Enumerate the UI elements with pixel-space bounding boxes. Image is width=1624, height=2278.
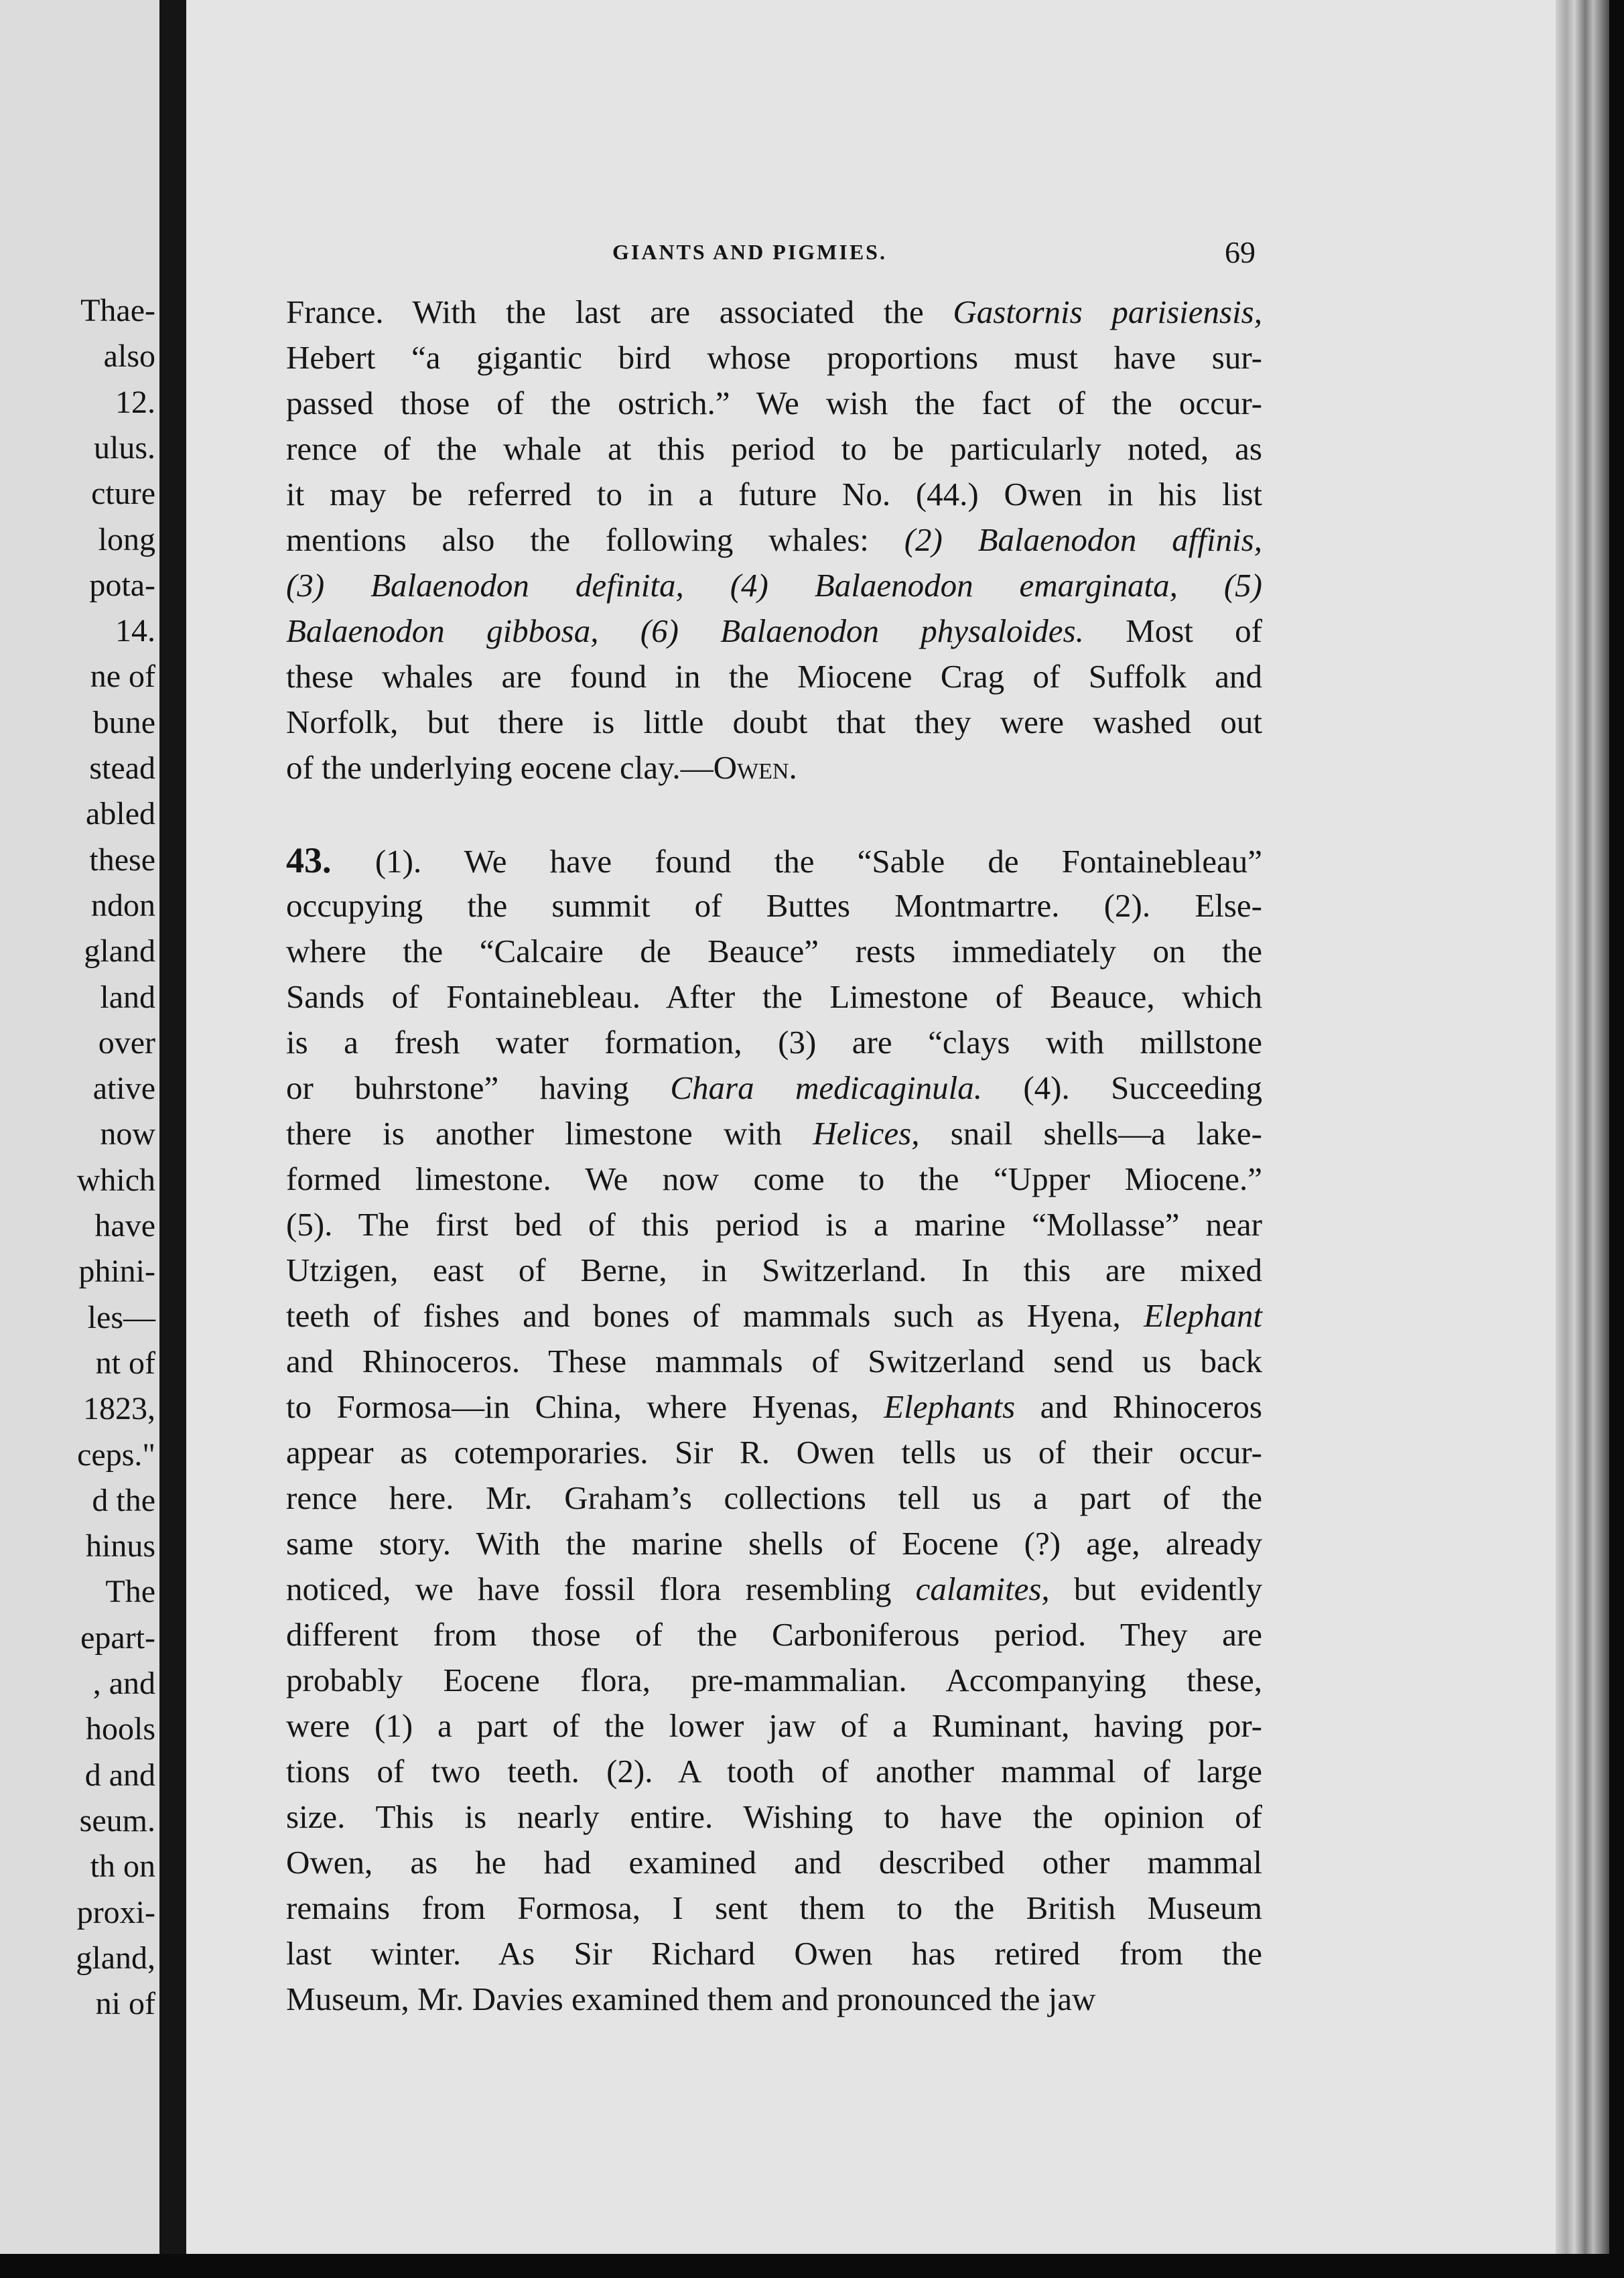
text-line: probably Eocene flora, pre-mammalian. Accompanying these, <box>286 1662 1262 1698</box>
paragraph-section-43 <box>286 838 1262 2022</box>
left-page-line: 1823, <box>83 1391 155 1427</box>
scan-border <box>0 2254 1624 2278</box>
left-page-line: gland <box>84 933 155 969</box>
left-page-line: phini- <box>78 1254 155 1290</box>
text-line: remains from Formosa, I sent them to the British Museum <box>286 1889 1262 1926</box>
left-page-line: epart- <box>80 1619 155 1656</box>
text-line: Balaenodon gibbosa, (6) Balaenodon physaloides. Most of <box>286 612 1262 649</box>
text-line: teeth of fishes and bones of mammals such as Hyena, Elephant <box>286 1297 1262 1334</box>
left-page-line: , and <box>92 1666 155 1701</box>
text-line: rence of the whale at this period to be particularly noted, as <box>286 430 1262 467</box>
left-page-line: abled <box>86 796 155 832</box>
text-line: or buhrstone” having Chara medicaginula. (4). Succeeding <box>286 1069 1262 1106</box>
text-line: 43. (1). We have found the “Sable de Fontainebleau” <box>286 840 1263 880</box>
left-page-line: ceps." <box>77 1436 155 1473</box>
text-line: same story. With the marine shells of Eocene (?) age, already <box>286 1525 1262 1562</box>
text-line: noticed, we have fossil flora resembling calamites, but evidently <box>286 1570 1262 1607</box>
left-page-line: d and <box>84 1757 155 1793</box>
book-gutter <box>159 0 186 2278</box>
text-line: appear as cotemporaries. Sir R. Owen tells us of their occur- <box>286 1434 1262 1471</box>
left-page-line: stead <box>89 750 155 786</box>
text-line: to Formosa—in China, where Hyenas, Elephants and Rhinoceros <box>286 1388 1262 1425</box>
left-page-line: ne of <box>90 659 155 695</box>
text-line: passed those of the ostrich.” We wish the fact of the occur- <box>286 385 1262 421</box>
left-page-line: land <box>100 979 155 1015</box>
text-line: rence here. Mr. Graham’s collections tell us a part of the <box>286 1479 1262 1516</box>
left-page-line: ni of <box>95 1986 155 2022</box>
left-page-line: bune <box>92 704 155 740</box>
left-page-line: ulus. <box>93 429 155 466</box>
adjacent-page-fragment <box>0 0 159 2278</box>
text-line: last winter. As Sir Richard Owen has retired from the <box>286 1935 1262 1972</box>
page-number: 69 <box>1225 235 1256 269</box>
left-page-line: 12. <box>115 384 155 420</box>
left-page-line: proxi- <box>76 1894 155 1930</box>
text-line: (3) Balaenodon definita, (4) Balaenodon emarginata, (5) <box>286 567 1262 604</box>
left-page-line: pota- <box>89 567 155 603</box>
text-line: these whales are found in the Miocene Crag of Suffolk and <box>286 658 1262 695</box>
text-line: and Rhinoceros. These mammals of Switzerland send us back <box>286 1343 1262 1380</box>
text-line: of the underlying eocene clay.—Owen. <box>286 749 797 786</box>
text-line: Owen, as he had examined and described other mammal <box>286 1844 1262 1881</box>
text-line: tions of two teeth. (2). A tooth of another mammal of large <box>286 1753 1262 1790</box>
section-number: 43. <box>286 840 375 880</box>
left-page-line: cture <box>91 476 155 512</box>
text-line: Hebert “a gigantic bird whose proportions must have sur- <box>286 339 1262 376</box>
left-page-line: which <box>76 1162 155 1198</box>
text-line: were (1) a part of the lower jaw of a Ruminant, having por- <box>286 1707 1262 1744</box>
left-page-line: over <box>98 1024 155 1061</box>
text-line: Museum, Mr. Davies examined them and pronounced the jaw <box>286 1981 1096 2017</box>
text-line: size. This is nearly entire. Wishing to have the opinion of <box>286 1798 1262 1835</box>
left-page-line: Thae- <box>80 293 155 328</box>
left-page-line: gland, <box>76 1940 155 1976</box>
left-page-line: th on <box>90 1849 155 1885</box>
text-line: Norfolk, but there is little doubt that they were washed out <box>286 704 1262 740</box>
text-line: France. With the last are associated the Gastornis parisiensis, <box>286 293 1263 330</box>
left-page-line: these <box>89 842 155 878</box>
page-edge <box>1556 0 1609 2254</box>
text-line: formed limestone. We now come to the “Upper Miocene.” <box>286 1160 1262 1197</box>
text-line: Utzigen, east of Berne, in Switzerland. In this are mixed <box>286 1252 1262 1288</box>
text-line: occupying the summit of Buttes Montmartre. (2). Else- <box>286 887 1262 924</box>
paragraph-continued <box>286 289 1262 791</box>
left-page-line: les— <box>87 1299 155 1335</box>
text-line: different from those of the Carboniferous period. They are <box>286 1616 1262 1653</box>
text-line: where the “Calcaire de Beauce” rests immediately on the <box>286 933 1262 969</box>
left-page-line: ative <box>92 1071 155 1107</box>
text-line: Sands of Fontainebleau. After the Limestone of Beauce, which <box>286 978 1262 1015</box>
left-page-line: have <box>94 1208 155 1244</box>
left-page-line: d the <box>92 1482 155 1518</box>
text-line: is a fresh water formation, (3) are “clays with millstone <box>286 1024 1262 1061</box>
text-line: mentions also the following whales: (2) Balaenodon affinis, <box>286 521 1262 558</box>
left-page-line: hinus <box>85 1528 155 1564</box>
running-head: GIANTS AND PIGMIES. <box>612 240 887 264</box>
left-page-line: ndon <box>91 887 155 923</box>
left-page-line: long <box>98 521 155 557</box>
left-page-line: now <box>100 1116 155 1152</box>
left-page-line: hools <box>85 1711 155 1747</box>
left-page-line: also <box>103 338 155 375</box>
left-page-line: seum. <box>79 1802 155 1838</box>
text-line: (5). The first bed of this period is a marine “Mollasse” near <box>286 1206 1262 1243</box>
text-line: it may be referred to in a future No. (44.) Owen in his list <box>286 476 1262 513</box>
text-line: there is another limestone with Helices, snail shells—a lake- <box>286 1115 1262 1152</box>
left-page-line: 14. <box>115 613 155 649</box>
left-page-line: nt of <box>95 1345 155 1381</box>
left-page-line: The <box>105 1574 155 1610</box>
